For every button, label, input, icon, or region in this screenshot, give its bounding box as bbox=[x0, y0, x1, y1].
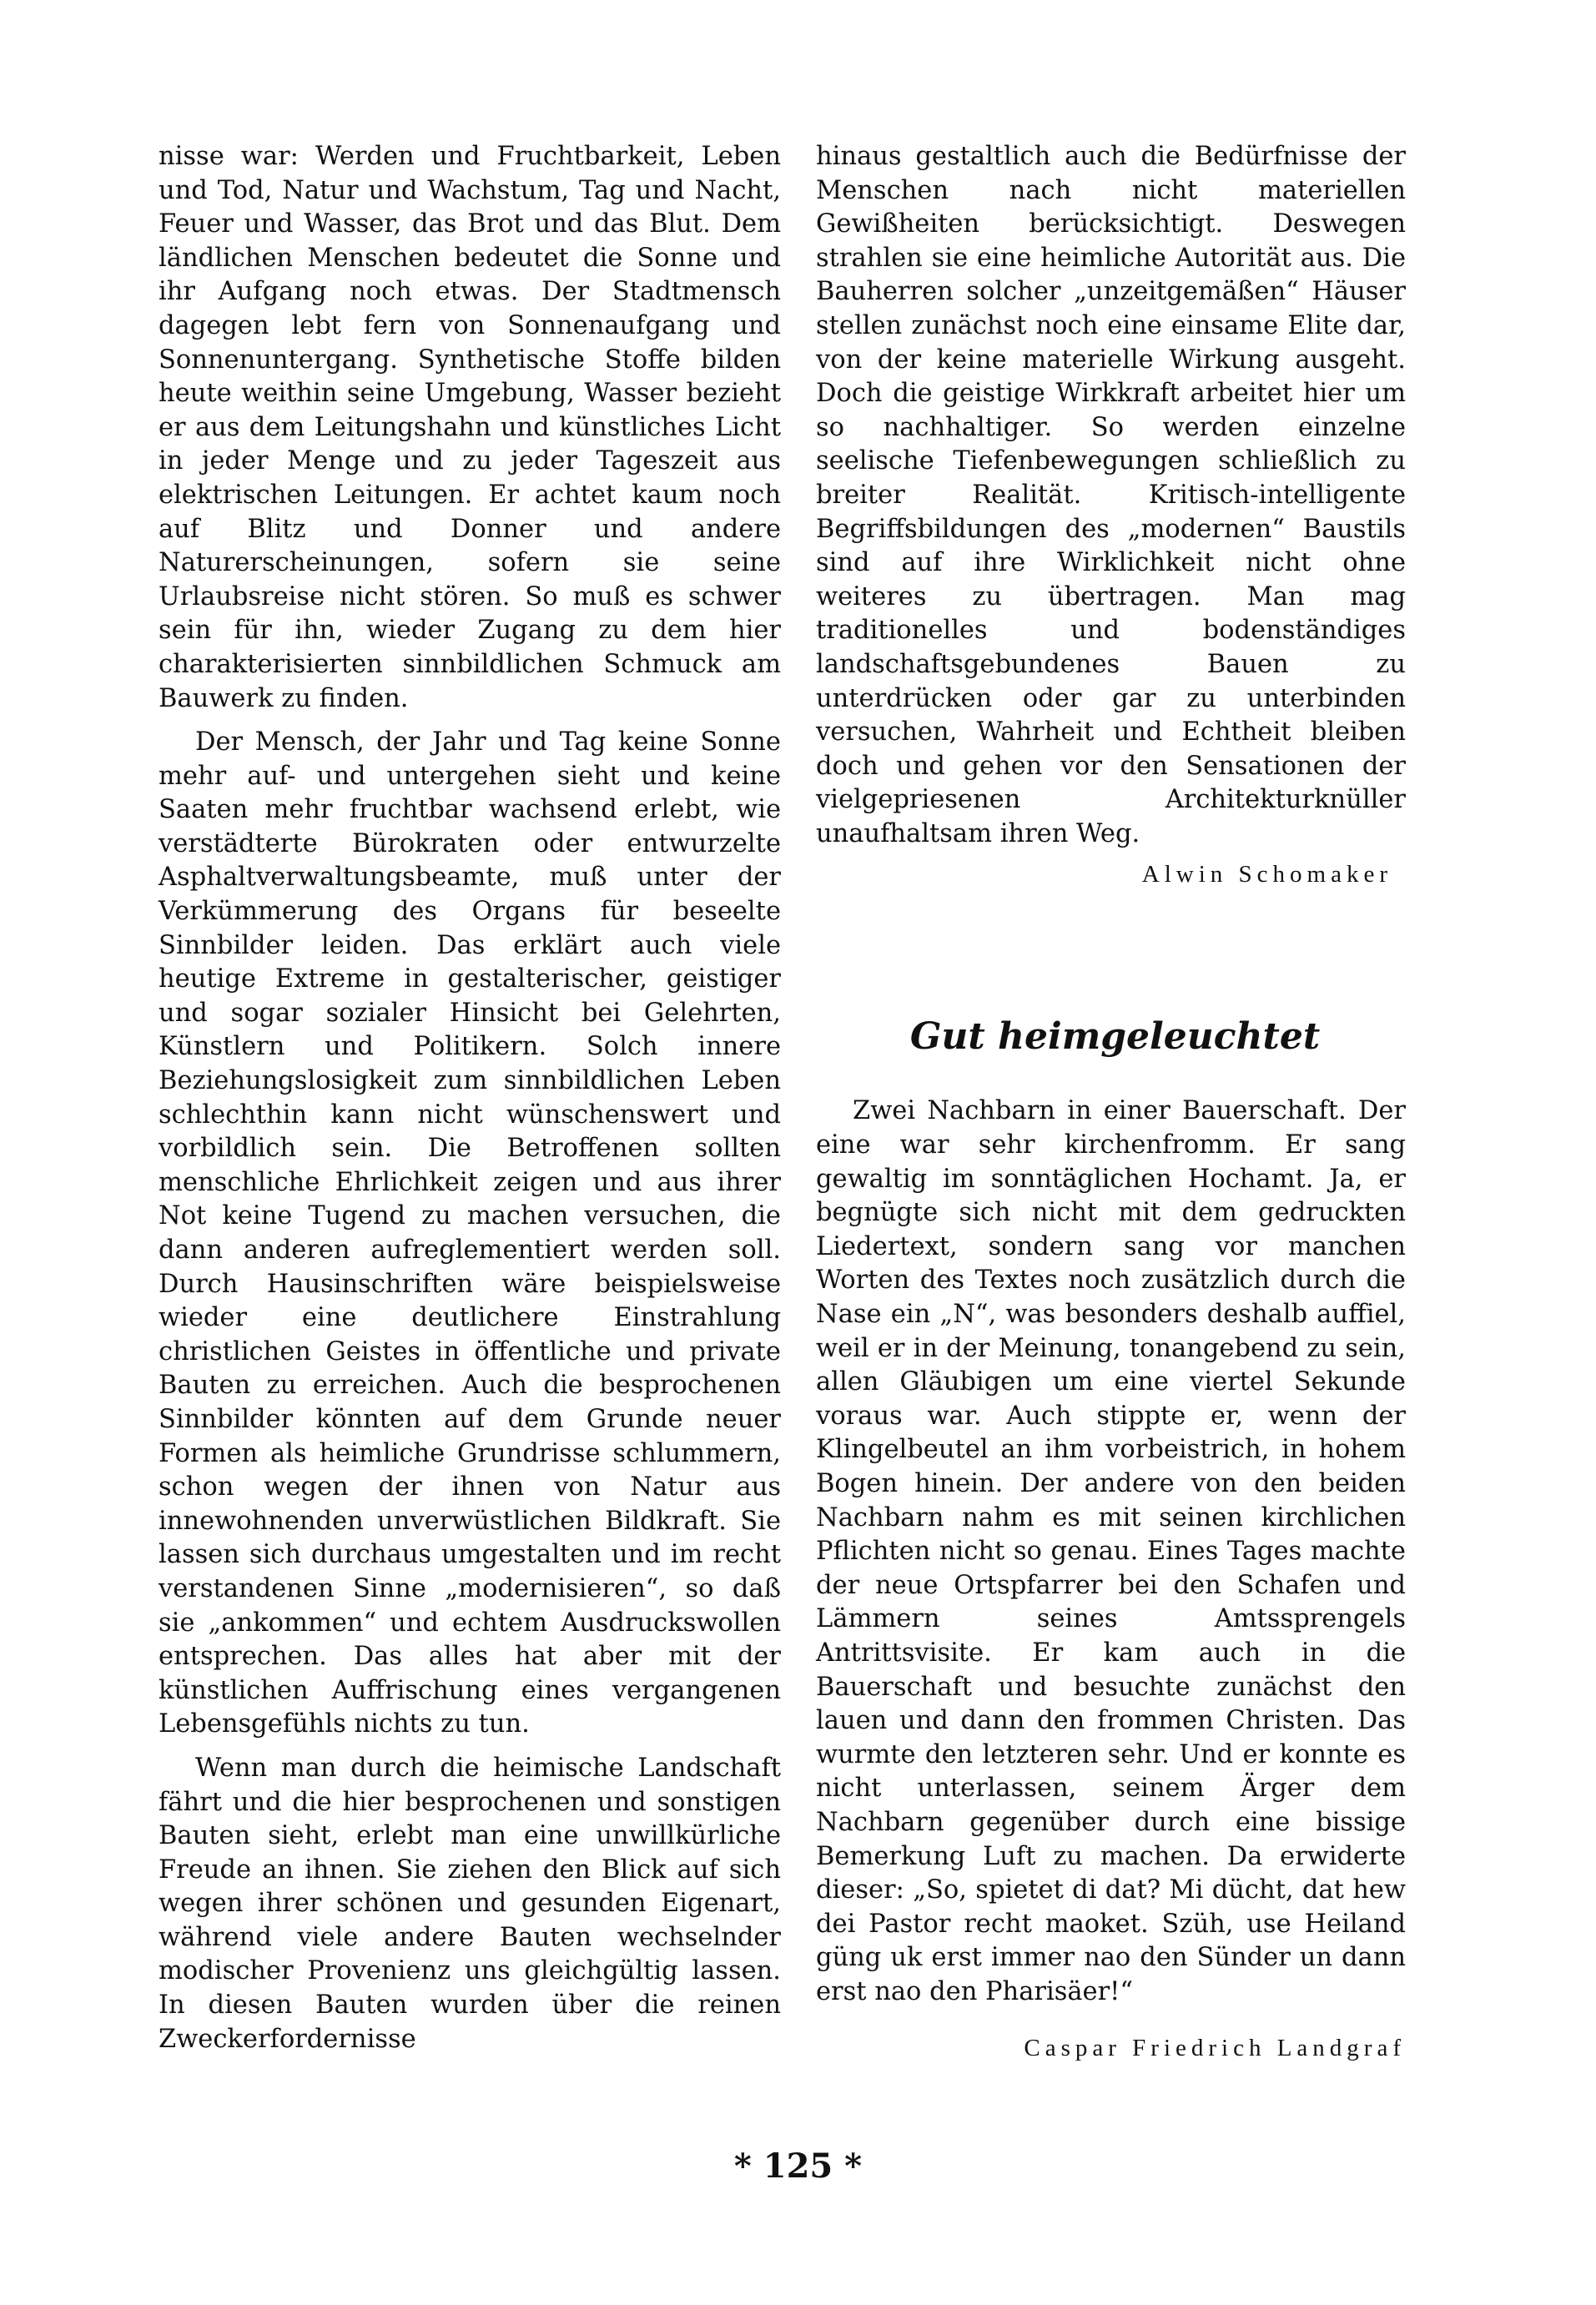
story-paragraph: Zwei Nachbarn in einer Bauerschaft. Der eine war sehr kirchenfromm. Er sang gewaltig im sonntäglichen Hochamt. Ja, er begnügte sich nicht mit dem gedruckten Liedertext, sondern sang vor manchen Worten des Textes noch zusätzlich durch die Nase ein „N“, was besonders deshalb auffiel, weil er in der Meinung, tonangebend zu sein, allen Gläubigen um eine viertel Sekunde voraus war. Auch stippte er, wenn der Klingelbeutel an ihm vorbeistrich, in hohem Bogen hinein. Der andere von den beiden Nachbarn nahm es mit seinen kirchlichen Pflichten nicht so genau. Eines Tages machte der neue Ortspfarrer bei den Schafen und Lämmern seines Amtssprengels Antrittsvisite. Er kam auch in die Bauerschaft und besuchte zunächst den lauen und dann den frommen Christen. Das wurmte den letzteren sehr. Und er konnte es nicht unterlassen, seinem Ärger dem Nachbarn gegenüber durch eine bissige Bemerkung Luft zu machen. Da erwiderte dieser: „So, spietet di dat? Mi dücht, dat hew dei Pastor recht maoket. Szüh, use Heiland güng uk erst immer nao den Sünder un dann erst nao den Pharisäer!“ bbox=[816, 1096, 1406, 2006]
left-column bbox=[159, 140, 781, 2056]
paragraph-continuation: nisse war: Werden und Fruchtbarkeit, Leben und Tod, Natur und Wachstum, Tag und Nacht, Feuer und Wasser, das Brot und das Blut. Dem ländlichen Menschen bedeutet die Sonne und ihr Aufgang noch etwas. Der Stadtmensch dagegen lebt fern von Sonnenaufgang und Sonnenuntergang. Synthetische Stoffe bilden heute weithin seine Umgebung, Wasser bezieht er aus dem Leitungshahn und künstliches Licht in jeder Menge und zu jeder Tageszeit aus elektrischen Leitungen. Er achtet kaum noch auf Blitz und Donner und andere Naturerscheinungen, sofern sie seine Urlaubsreise nicht stören. So muß es schwer sein für ihn, wieder Zugang zu dem hier charakterisierten sinnbildlichen Schmuck am Bauwerk zu finden. bbox=[159, 142, 781, 713]
author-signature: Alwin Schomaker bbox=[1141, 861, 1392, 888]
paragraph-mensch: Der Mensch, der Jahr und Tag keine Sonne mehr auf- und untergehen sieht und keine Saaten mehr fruchtbar wachsend erlebt, wie verstädterte Bürokraten oder entwurzelte Asphaltverwaltungsbeamte, muß unter der Verkümmerung des Organs für beseelte Sinnbilder leiden. Das erklärt auch viele heutige Extreme in gestalterischer, geistiger und sogar sozialer Hinsicht bei Gelehrten, Künstlern und Politikern. Solch innere Beziehungslosigkeit zum sinnbildlichen Leben schlechthin kann nicht wünschenswert und vorbildlich sein. Die Betroffenen sollten menschliche Ehrlichkeit zeigen und aus ihrer Not keine Tugend zu machen versuchen, die dann anderen aufreglementiert werden soll. Durch Hausinschriften wäre beispielsweise wieder eine deutlichere Einstrahlung christlichen Geistes in öffentliche und private Bauten zu erreichen. Auch die besprochenen Sinnbilder könnten auf dem Grunde neuer Formen als heimliche Grundrisse schlummern, schon wegen der ihnen von Natur aus innewohnenden unverwüstlichen Bildkraft. Sie lassen sich durchaus umgestalten und im recht verstandenen Sinne „modernisieren“, so daß sie „ankommen“ und echtem Ausdruckswollen entsprechen. Das alles hat aber mit der künstlichen Auffrischung eines vergangenen Lebensgefühls nichts zu tun. bbox=[159, 727, 781, 1739]
right-column bbox=[816, 140, 1406, 2065]
page-number: * 125 * bbox=[733, 2146, 863, 2186]
story-title: Gut heimgeleuchtet bbox=[909, 1015, 1321, 1059]
story-author-signature: Caspar Friedrich Landgraf bbox=[1024, 2034, 1406, 2061]
paragraph-landschaft: Wenn man durch die heimische Landschaft fährt und die hier besprochenen und sonstigen Bauten sieht, erlebt man eine unwillkürliche Freude an ihnen. Sie ziehen den Blick auf sich wegen ihrer schönen und gesunden Eigenart, während viele andere Bauten wechselnder modischer Provenienz uns gleichgültig lassen. In diesen Bauten wurden über die reinen Zweckerfordernisse bbox=[159, 1753, 781, 2054]
paragraph-bauten: hinaus gestaltlich auch die Bedürfnisse der Menschen nach nicht materiellen Gewißheiten berücksichtigt. Deswegen strahlen sie eine heimliche Autorität aus. Die Bauherren solcher „unzeitgemäßen“ Häuser stellen zunächst noch eine einsame Elite dar, von der keine materielle Wirkung ausgeht. Doch die geistige Wirkkraft arbeitet hier um so nachhaltiger. So werden einzelne seelische Tiefenbewegungen schließlich zu breiter Realität. Kritisch-intelligente Begriffsbildungen des „modernen“ Baustils sind auf ihre Wirklichkeit nicht ohne weiteres zu übertragen. Man mag traditionelles und bodenständiges landschaftsgebundenes Bauen zu unterdrücken oder gar zu unterbinden versuchen, Wahrheit und Echtheit bleiben doch und gehen vor den Sensationen der vielgepriesenen Architekturknüller unaufhaltsam ihren Weg. bbox=[816, 142, 1406, 848]
